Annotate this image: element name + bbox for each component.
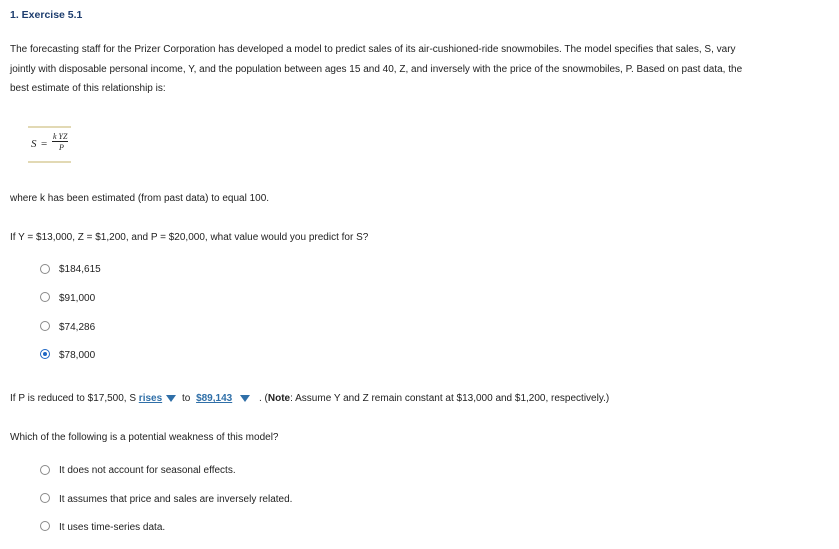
formula-numerator: k YZ	[53, 132, 68, 141]
formula-denominator: P	[59, 143, 64, 152]
q3-option-3-label[interactable]: It uses time-series data.	[59, 522, 166, 533]
q3-option-1-label[interactable]: It does not account for seasonal effects.	[59, 465, 236, 476]
q3-option-3-radio[interactable]	[40, 521, 50, 531]
formula	[28, 126, 71, 163]
chevron-down-icon[interactable]	[240, 395, 250, 402]
intro-paragraph: The forecasting staff for the Prizer Corporation has developed a model to predict sales of its air-cushioned-ride snowmobiles. The model specifies that sales, S, vary jointly with disposable personal income, Y, and the population between ages 15 and 40, Z, and inversely with the price of the snowmobiles, P. Based on past data, the best estimate of this relationship is:	[10, 44, 743, 94]
direction-dropdown[interactable]: rises	[138, 393, 163, 404]
q1-option-4-label[interactable]: $78,000	[59, 350, 96, 361]
question3-prompt: Which of the following is a potential weakness of this model?	[10, 432, 279, 443]
q1-option-1-label[interactable]: $184,615	[59, 264, 101, 275]
formula-equals: =	[41, 138, 48, 150]
k-note: where k has been estimated (from past data) to equal 100.	[10, 193, 270, 204]
question2-prefix: If P is reduced to $17,500, S	[10, 393, 137, 405]
note-label: Note	[267, 393, 291, 405]
question2-sentence	[10, 393, 609, 404]
q3-option-2-radio[interactable]	[40, 493, 50, 503]
chevron-down-icon[interactable]	[166, 395, 176, 402]
q1-option-3-label[interactable]: $74,286	[59, 322, 96, 333]
q1-option-3-radio[interactable]	[40, 321, 50, 331]
q1-option-2-label[interactable]: $91,000	[59, 293, 96, 304]
value-dropdown[interactable]: $89,143	[196, 393, 233, 404]
question2-middle: to	[181, 393, 191, 405]
note-text: : Assume Y and Z remain constant at $13,000 and $1,200, respectively.)	[290, 393, 610, 405]
q3-option-2-label[interactable]: It assumes that price and sales are inversely related.	[59, 494, 293, 505]
q1-option-2-radio[interactable]	[40, 292, 50, 302]
question2-after: . (	[259, 393, 268, 405]
q1-option-4-radio[interactable]	[40, 349, 50, 359]
exercise-title: 1. Exercise 5.1	[10, 9, 83, 21]
q1-option-1-radio[interactable]	[40, 264, 50, 274]
q3-option-1-radio[interactable]	[40, 465, 50, 475]
question1-prompt: If Y = $13,000, Z = $1,200, and P = $20,000, what value would you predict for S?	[10, 232, 369, 243]
formula-lhs: S	[31, 138, 37, 150]
